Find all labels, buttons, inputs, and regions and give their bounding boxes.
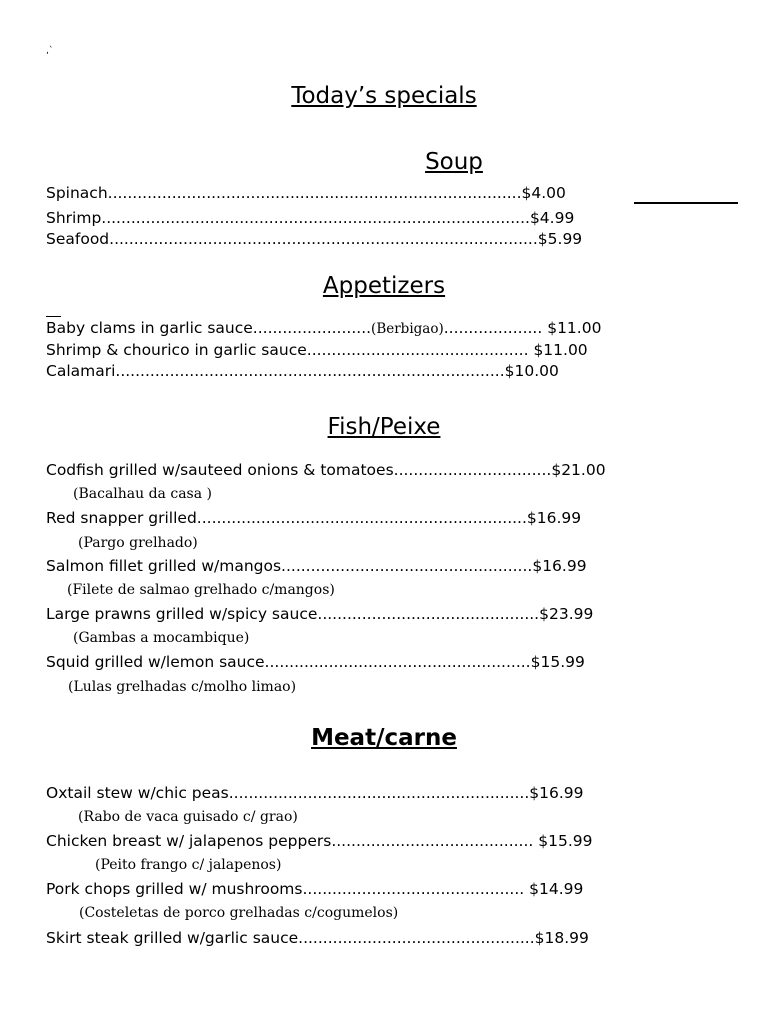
item-price: $16.99 [526,509,582,527]
leader-dots: ............................................................. [228,784,530,802]
item-name: Large prawns grilled w/spicy sauce [46,605,318,623]
item-price: $4.99 [529,209,575,227]
menu-item [46,230,582,248]
leader-dots: ....................................................................................... [101,209,530,227]
leader-dots: ................................................... [281,557,533,575]
menu-item [46,557,587,575]
item-name: Chicken breast w/ jalapenos peppers [46,832,332,850]
item-name: Oxtail stew w/chic peas [46,784,229,802]
leader-dots: ........................ [252,319,372,337]
item-translation: (Rabo de vaca guisado c/ grao) [78,809,298,825]
meat-heading: Meat/carne [311,725,457,751]
item-translation: (Gambas a mocambique) [73,630,250,646]
leader-dots: ................................................ [298,929,535,947]
menu-item [46,461,606,479]
item-name: Baby clams in garlic sauce [46,319,253,337]
leader-dots: .................................................................................... [107,184,522,202]
leader-dots: .................... [443,319,548,337]
menu-item [46,184,566,202]
item-price: $23.99 [539,605,594,623]
leader-dots: ......................................... [331,832,539,850]
item-name: Salmon fillet grilled w/mangos [46,557,282,575]
item-name: Skirt steak grilled w/garlic sauce [46,929,299,947]
appetizers-heading: Appetizers [322,273,446,299]
item-price: $15.99 [530,653,585,671]
item-translation: (Pargo grelhado) [78,535,198,551]
underline-rule [634,202,738,204]
item-name: Shrimp [46,209,102,227]
item-translation: (Filete de salmao grelhado c/mangos) [67,582,335,598]
leader-dots: ...................................................... [264,653,531,671]
stray-mark: ‚` [46,46,54,56]
item-price: $14.99 [529,880,584,898]
item-price: $16.99 [532,557,587,575]
item-price: $18.99 [534,929,589,947]
item-name: Calamari [46,362,116,380]
menu-item [46,832,593,850]
page-title: Today’s specials [291,83,477,109]
item-translation: (Lulas grelhadas c/molho limao) [68,679,297,695]
item-price: $5.99 [537,230,583,248]
item-price: $4.00 [521,184,566,202]
item-name: Squid grilled w/lemon sauce [46,653,265,671]
menu-item [46,605,593,623]
item-note: (Berbigao) [371,321,444,337]
leader-dots: ............................................. [306,341,534,359]
item-price: $21.00 [551,461,606,479]
fish-heading: Fish/Peixe [327,414,441,440]
menu-item [46,653,585,671]
item-name: Pork chops grilled w/ mushrooms [46,880,303,898]
leader-dots: ................................ [393,461,552,479]
menu-item [46,929,589,947]
leader-dots: ....................................................................................... [109,230,538,248]
menu-item [46,319,601,337]
item-name: Shrimp & chourico in garlic sauce [46,341,307,359]
item-name: Codfish grilled w/sauteed onions & tomatoes [46,461,394,479]
menu-item [46,341,588,359]
item-name: Seafood [46,230,110,248]
item-price: $10.00 [504,362,559,380]
menu-item [46,362,559,380]
soup-heading: Soup [425,149,483,175]
item-name: Red snapper grilled [46,509,197,527]
item-name: Spinach [46,184,108,202]
item-price: $15.99 [538,832,593,850]
leader-dots: ............................................................................... [115,362,505,380]
short-rule [46,316,61,317]
menu-item [46,509,581,527]
menu-item [46,209,574,227]
leader-dots: ............................................. [302,880,530,898]
item-translation: (Costeletas de porco grelhadas c/cogumelos) [79,905,399,921]
item-price: $16.99 [529,784,584,802]
menu-item [46,880,583,898]
item-translation: (Bacalhau da casa ) [73,486,212,502]
leader-dots: ................................................................... [196,509,527,527]
item-price: $11.00 [547,319,602,337]
item-translation: (Peito frango c/ jalapenos) [95,857,282,873]
item-price: $11.00 [533,341,588,359]
leader-dots: ............................................. [317,605,540,623]
menu-item [46,784,584,802]
